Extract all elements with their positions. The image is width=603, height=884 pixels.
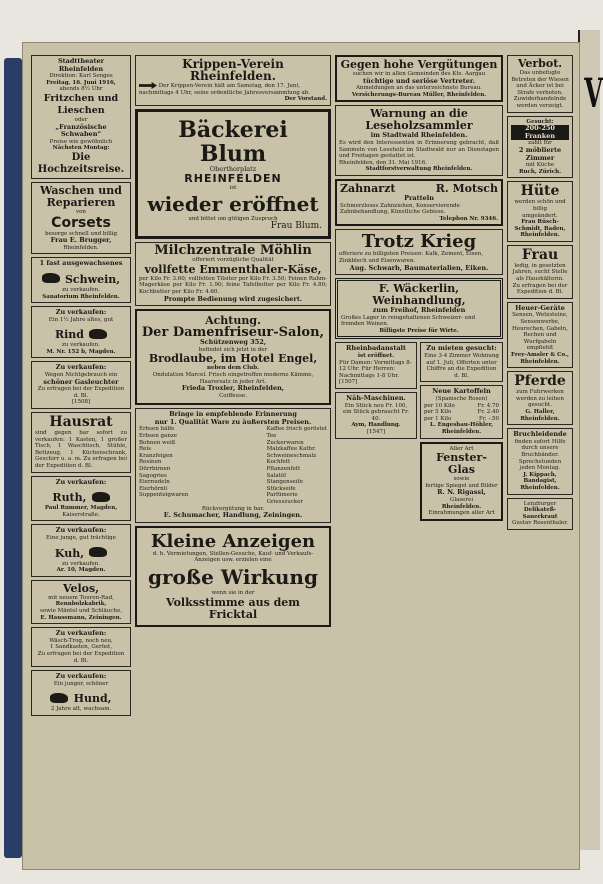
hund-l2: 2 Jahre alt, wachsam.	[50, 706, 112, 713]
ruth-big: Ruth,	[52, 491, 87, 505]
waeckerlin-heading: F. Wäckerlin, Weinhandlung,	[372, 282, 466, 308]
milch-heading: Milchzentrale Möhlin	[154, 243, 312, 259]
frau-text: ledig, in gesetzten Jahren, sucht Stelle als Haushälterin.	[512, 262, 568, 283]
ad-fenster	[420, 442, 503, 521]
baeckerei-sub: Oberthorplatz	[209, 164, 257, 173]
erinnerung-heading: Bringe in empfehlende Erinnerung	[169, 410, 297, 419]
fenster-l1: sowie	[453, 476, 470, 483]
erinnerung-item: Stückseife	[266, 485, 296, 492]
ad-wischtrog	[31, 627, 131, 667]
bruch-sign: J. Kippach, Bandagist, Rheinfelden.	[520, 471, 560, 491]
motsch-town: Pratteln	[404, 193, 434, 202]
frau-heading: Frau	[521, 246, 559, 263]
fenster-top: Aller Art	[449, 445, 474, 452]
baeckerei-heading: Bäckerei Blum	[178, 116, 288, 167]
ad-anzeigen	[135, 526, 331, 627]
anzeigen-l1: wenn sie in der	[211, 589, 255, 596]
theater-and: oder	[74, 116, 88, 123]
franken-l3: mit Küche	[525, 162, 555, 169]
geraete-sign: Frey-Amsler & Co., Rheinfelden.	[511, 352, 569, 365]
verbot-heading: Verbot.	[517, 57, 563, 70]
motsch-h1: Zahnarzt	[340, 181, 396, 195]
kartoffeln-sub: (Spanische Rosen)	[435, 396, 488, 403]
pferde-text: zum Fuhrwerken werden zu leihen gesucht.	[516, 389, 564, 409]
warnung-sub: im Stadtwald Rheinfelden.	[370, 131, 468, 140]
corsets-big: Corsets	[51, 214, 111, 231]
kuh-l1: Eine junge, gut trächtige	[46, 534, 116, 541]
theater-date: Freitag, 16. Juni 1916,	[46, 79, 116, 86]
trog-l2: 1 Sandkasten, Gerüst,	[50, 644, 112, 651]
erinnerung-item: Suppenteigwaren	[139, 492, 189, 499]
franken-sign: Ruch, Zürich.	[518, 168, 561, 175]
pig-icon	[42, 273, 60, 283]
ad-bruch	[507, 428, 573, 494]
c3-split	[335, 342, 503, 523]
gas-heading: Zu verkaufen:	[55, 363, 107, 372]
sauerkraut-heading: Delikateß-Sauerkraut	[522, 507, 558, 520]
huete-l1: werden schön und billig	[514, 199, 566, 212]
kartoffeln-prices	[424, 403, 499, 423]
ad-velos	[31, 580, 131, 624]
kartoffeln-price-cell: Fr. -.50	[479, 415, 499, 422]
ad-kartoffeln	[420, 385, 503, 438]
damen-addr: Schützenweg 352,	[199, 338, 267, 347]
erinnerung-item: Parfümerie	[266, 492, 298, 499]
corsets-l1: Waschen und	[40, 183, 122, 197]
next-page-glyph: V	[584, 70, 603, 117]
book-binding	[4, 58, 22, 858]
column-1	[31, 55, 131, 719]
hausrat-text: sind gegen bar sofort zu verkaufen: 1 Kasten, 1 großer Tisch, 1 Waschtisch, Stühle, Bettzeug, 1 Küchenschrank, Geschirr u. a. m. Zu erfragen bei der Expedition d. Bl.	[35, 430, 127, 469]
geraete-text: Sensen, Wetzsteine, Sensenwerbe, Heurechen, Gabeln, Rechen und Wurfgabeln empfiehlt	[512, 312, 568, 352]
warnung-date: Rheinfelden, den 31. Mai 1916.	[339, 159, 427, 166]
waeckerlin-h2: zum Freihof, Rheinfelden	[372, 306, 466, 315]
erinnerung-item: Salatöl	[266, 472, 286, 479]
bad-heading: Rheinbadanstalt	[345, 344, 407, 353]
kuh-big: Kuh,	[54, 546, 85, 560]
velos-l1: mit neuem Touren-Rad,	[48, 594, 114, 601]
kartoffeln-price-cell: per 10 Kilo	[424, 402, 455, 409]
gas-l1: Wegen Nichtgebrauch ein	[44, 372, 118, 379]
krippen-heading: Krippen-Verein Rheinfelden.	[182, 57, 284, 83]
hund-l1: Ein junger, schöner	[53, 680, 109, 687]
theater-time: abends 8½ Uhr	[59, 86, 103, 93]
damen-sign: Frieda Troxler, Rheinfelden,	[181, 384, 285, 393]
column-5	[507, 55, 573, 533]
motsch-h2: R. Motsch	[435, 181, 498, 195]
ad-badanstalt	[335, 342, 417, 389]
mieten-text: Eine 3-4 Zimmer Wohnung auf 1. Juli, Offerten unter Chiffre an die Expedition d. Bl.	[424, 353, 499, 379]
hausrat-heading: Hausrat	[49, 414, 113, 431]
vertreter-l1: suchen wir in allen Gemeinden des Kts. Aargau	[352, 71, 486, 77]
schwein-big: Schwein,	[64, 272, 121, 286]
erinnerung-item: Malzkaffee Kathr.	[266, 446, 316, 453]
anzeigen-big: große Wirkung	[148, 564, 318, 589]
naeh-sign: Aym, Handlung.	[351, 422, 401, 429]
next-page-edge	[578, 30, 603, 850]
ad-motsch	[335, 179, 503, 226]
vertreter-heading: Gegen hohe Vergütungen	[340, 58, 498, 71]
pferde-sign: G. Haller, Rheinfelden.	[520, 408, 560, 422]
ruth-l1: Paul Rummer, Magden,	[44, 505, 118, 512]
baeckerei-sign: Frau Blum.	[270, 220, 322, 231]
ad-schwein	[31, 257, 131, 303]
waeckerlin-foot: Billigste Preise für Wirte.	[379, 327, 459, 334]
schwein-l2: Sanatorium Rheinfelden.	[42, 293, 120, 300]
fenster-name: R. N. Rigassi,	[437, 488, 486, 497]
column-3	[335, 55, 503, 524]
bruch-text: finden sofort Hilfe durch unsere Bruchbänder. Sprechstunden jeden Montag.	[514, 438, 566, 472]
erinnerung-item: Reis	[139, 446, 151, 453]
krieg-text: offeriere zu billigsten Preisen: Kalk, Zement, Eisen, Zinkblech und Eisenwaren.	[339, 251, 484, 264]
baeckerei-town: RHEINFELDEN	[184, 172, 282, 186]
kartoffeln-sign: L. Engeshau-Höhler, Rheinfelden.	[429, 422, 494, 435]
velos-l3: sowie Mäntel und Schläuche,	[40, 607, 122, 614]
vertreter-l4: Versicherungs-Bureau Müller, Rheinfelden.	[351, 91, 487, 98]
waeckerlin-text: Großes Lager in reingehaltenen Schweizer- und fremden Weinen.	[341, 314, 476, 328]
erinnerung-item: Rosinen	[139, 459, 162, 466]
velos-heading: Velos,	[62, 581, 100, 595]
ad-hund	[31, 670, 131, 716]
erinnerung-left-list	[139, 426, 188, 505]
fenster-town: Rheinfelden.	[441, 503, 482, 510]
erinnerung-item: Kranzfeigen	[139, 452, 173, 459]
milch-l1: offeriert vorzügliche Qualität	[192, 257, 274, 264]
damen-sign2: Coiffeuse.	[219, 392, 247, 399]
ad-warnung	[335, 105, 503, 176]
horse-icon	[92, 492, 110, 502]
rind-l1: Ein 1½ Jahre altes, gut	[48, 316, 114, 323]
rind-heading: Zu verkaufen:	[55, 308, 107, 317]
kartoffeln-price-cell: per 1 Kilo	[424, 415, 452, 422]
milch-foot: Prompte Bedienung wird zugesichert.	[163, 294, 303, 303]
ad-kuh	[31, 524, 131, 576]
ad-sauerkraut	[507, 498, 573, 530]
ad-frau	[507, 245, 573, 299]
corsets-addr: Rheinfelden.	[63, 244, 99, 251]
naeh-l2: ein Stück gebraucht Fr. 40.	[343, 409, 409, 422]
motsch-tel: Telephon Nr. 9346.	[439, 215, 498, 222]
erinnerung-right-list	[267, 426, 327, 505]
ad-verbot	[507, 55, 573, 113]
hund-big: Hund,	[73, 692, 112, 706]
hund-heading: Zu verkaufen:	[55, 672, 107, 681]
milch-text: per Kilo Fr. 3.60; vollfetten Tilsiter per Kilo Fr. 3.50; Feinen Rahm-Magerkäse per Kilo Fr. 1.90; feine Tafelbutter per Kilo Fr. 4.80; Kochbutter per Kilo Fr. 4.60.	[139, 275, 327, 295]
erinnerung-item: Pflanzenfett	[266, 466, 301, 473]
erinnerung-item: Stangenseife	[266, 479, 303, 486]
baeckerei-ist: ist	[229, 185, 237, 192]
naeh-ref: [1547]	[366, 429, 386, 435]
ad-franken	[507, 116, 573, 179]
verbot-text: Das unbefugte Betreten der Wiesen und Äcker ist bei Strafe verboten. Zuwiderhandelnde werden verzeigt.	[511, 70, 569, 109]
erinnerung-sub: nur 1. Qualität Ware zu äußersten Preisen.	[154, 417, 312, 426]
erinnerung-item: Dörrbirnen	[139, 466, 171, 473]
franken-heading: 200-250 Franken	[511, 125, 569, 140]
cow-icon-2	[89, 547, 107, 557]
naeh-heading: Näh-Maschinen.	[346, 394, 406, 403]
erinnerung-item: Sagogries	[139, 472, 167, 479]
pointing-hand-icon	[139, 82, 157, 89]
ad-geraete	[507, 302, 573, 368]
anzeigen-heading: Kleine Anzeigen	[150, 530, 316, 552]
geraete-heading: Heuer-Geräte	[515, 303, 565, 312]
damen-text: Ondulation Marcel. Frisch eingetroffen moderne Kämme, Haarersatz in jeder Art.	[152, 371, 314, 385]
erinnerung-item: Eierhörnli	[139, 485, 168, 492]
huete-heading: Hüte	[520, 183, 560, 200]
ad-naehmaschinen	[335, 392, 417, 439]
warnung-sign: Stadtforstverwaltung Rheinfelden.	[365, 166, 473, 173]
warnung-heading: Warnung an die Leseholzsammler	[365, 107, 473, 133]
baeckerei-l1: und bittet um gütigen Zuspruch	[188, 215, 278, 222]
kuh-l2: zu verkaufen.	[62, 560, 100, 567]
trog-l3: Zu erfragen bei der Expedition d. Bl.	[37, 650, 125, 664]
milch-big: vollfette Emmenthaler-Käse,	[144, 262, 322, 276]
damen-l1: befindet sich jetzt in der	[198, 346, 268, 353]
corsets-l2: Reparieren	[46, 195, 116, 209]
theater-director: Direktion: Karl Senges	[49, 73, 113, 80]
frau-l1: Zu erfragen bei der Expedition d. Bl.	[512, 282, 568, 296]
anzeigen-foot: Volksstimme aus dem Fricktal	[166, 595, 300, 621]
damen-heading: Der Damenfriseur-Salon,	[141, 325, 325, 341]
corsets-name: Frau E. Brugger,	[50, 236, 112, 245]
franken-l1: zahlt für	[528, 140, 552, 147]
damen-big: Brodlaube, im Hotel Engel,	[148, 352, 318, 366]
sauerkraut-sign: Gustav Rosenthaler.	[512, 520, 568, 527]
theater-next: Nächsten Montag:	[52, 145, 110, 152]
erinnerung-item: Kochfett	[266, 459, 291, 466]
erinnerung-item: Erbsen hälfe	[139, 426, 175, 433]
ad-huete	[507, 181, 573, 242]
trog-heading: Zu verkaufen:	[55, 629, 107, 638]
ruth-heading: Zu verkaufen:	[55, 477, 107, 486]
theater-next-play: Die Hochzeitsreise.	[37, 151, 125, 175]
theater-play2: „Französische Schwaben“	[55, 122, 107, 139]
ad-damen	[135, 309, 331, 405]
fenster-l3: Glaserei	[449, 496, 474, 503]
franken-top: Gesucht:	[526, 118, 554, 125]
rind-l3: M. Nr. 152 b, Magden.	[46, 348, 116, 355]
ad-waeckerlin	[335, 278, 503, 339]
motsch-text: Schmerzloses Zahnziehen, Konservierende Zahnbehandlung, Künstliche Gebisse.	[340, 202, 460, 216]
kartoffeln-heading: Neue Kartoffeln	[432, 387, 491, 396]
ruth-l2: Kaiserstraße.	[62, 511, 100, 518]
ad-hausrat	[31, 412, 131, 473]
kartoffeln-price-cell: per 5 Kilo	[424, 409, 452, 416]
schwein-l1: zu verkaufen.	[62, 286, 100, 293]
ad-krippen	[135, 55, 331, 106]
cow-icon	[89, 329, 107, 339]
kuh-l3: Ar. 10, Magden.	[56, 567, 106, 574]
corsets-l3: von	[76, 208, 86, 215]
erinnerung-item: Tee	[266, 433, 277, 440]
ad-ruth	[31, 476, 131, 522]
bruch-heading: Bruchleidende	[513, 430, 567, 439]
erinnerung-item: Zuckerwaren	[266, 439, 304, 446]
newspaper-page	[22, 42, 580, 870]
erinnerung-item: Eiernudeln	[139, 479, 170, 486]
erinnerung-item: Bohnen weiß	[139, 439, 176, 446]
sauerkraut-top: Lenzburger	[523, 500, 557, 507]
baeckerei-big: wieder eröffnet	[147, 191, 319, 216]
bad-text: Für Damen: Vormittags 8-12 Uhr. Für Herren: Nachmittags 1-8 Uhr.	[339, 359, 412, 379]
erinnerung-sign: E. Schumacher, Handlung, Zeiningen.	[163, 511, 303, 520]
ad-rind	[31, 306, 131, 358]
damen-l2: neben dem Club.	[206, 365, 260, 372]
anzeigen-text: d. h. Vermietungen, Stellen-Gesuche, Kauf- und Verkaufs-Anzeigen usw. erzielen eine	[152, 550, 314, 564]
ad-mieten	[420, 342, 503, 382]
huete-l2: umgeändert.	[522, 212, 558, 219]
erinnerung-item: Schweineschmalz	[266, 452, 317, 459]
ad-vertreter	[335, 55, 503, 102]
ad-krieg	[335, 229, 503, 275]
c3-left-sub	[335, 342, 417, 523]
pferde-heading: Pferde	[514, 373, 566, 390]
vertreter-l2: tüchtige und seriöse Vertreter.	[363, 76, 475, 85]
kartoffeln-price-cell: Fr. 2.40	[477, 409, 499, 416]
ad-gasleuchter	[31, 361, 131, 409]
rind-big: Rind	[54, 328, 84, 342]
kartoffeln-price-row	[424, 403, 499, 410]
bad-sub: ist eröffnet.	[357, 353, 395, 360]
krieg-heading: Trotz Krieg	[361, 231, 477, 253]
corsets-l4: besorge schnell und billig	[44, 230, 117, 237]
ad-erinnerung	[135, 408, 331, 523]
ad-corsets	[31, 182, 131, 254]
erinnerung-item: Erbsen ganze	[139, 433, 178, 440]
huete-sign: Frau Rüsch-Schmidt, Baden, Rheinfelden.	[514, 219, 566, 239]
kartoffeln-price-row	[424, 409, 499, 416]
velos-l2: Rennbolzkabrik,	[55, 601, 107, 608]
bad-ref: [1507]	[339, 379, 358, 386]
ad-theater	[31, 55, 131, 179]
erinnerung-note: Rückvergütung in bar.	[201, 505, 265, 512]
vertreter-l3: Anmeldungen an das unterzeichnete Bureau.	[355, 85, 483, 92]
mieten-heading: Zu mieten gesucht:	[426, 344, 497, 353]
fenster-l2: fertige Spiegel und Bilder	[425, 482, 498, 489]
erinnerung-item: Griesszucker	[266, 499, 304, 505]
kartoffeln-price-cell: Fr. 4.70	[477, 402, 499, 409]
theater-note: Preise wie gewöhnlich	[49, 138, 113, 145]
gas-ref: [1508]	[71, 399, 91, 406]
naeh-l1: Ein Stück neu Fr. 100,	[344, 402, 408, 409]
c4-sub	[420, 342, 503, 523]
theater-title: Stadttheater Rheinfelden	[57, 57, 105, 73]
franken-l2: 2 möblierte Zimmer	[518, 145, 562, 162]
ad-pferde	[507, 371, 573, 425]
dog-icon	[50, 693, 68, 703]
velos-l4: E. Haussmann, Zeiningen.	[40, 614, 122, 621]
rind-l2: zu verkaufen.	[62, 342, 100, 349]
fenster-l4: Einrahmungen aller Art	[428, 510, 495, 517]
krieg-sign: Aug. Schwarb, Baumaterialien, Eiken.	[349, 263, 489, 272]
ad-baeckerei	[135, 109, 331, 239]
theater-play: Fritzchen und Lieschen	[43, 92, 119, 116]
column-2	[135, 55, 331, 630]
erinnerung-item: Kaffee frisch geröstet	[266, 426, 327, 433]
ad-milch	[135, 242, 331, 306]
trog-l1: Wäsch-Trog, noch neu,	[49, 637, 113, 644]
warnung-text: Es wird den Interessenten in Erinnerung gebracht, daß Sammeln von Leseholz im Stadtwald nur an Dienstagen und Freitagen gestattet ist.	[339, 139, 499, 160]
krippen-text: Der Krippen-Verein hält am Samstag, den 17. Juni, nachmittags 4 Uhr, seine ordentliche Jahresversammlung ab.	[139, 83, 311, 96]
kuh-heading: Zu verkaufen:	[55, 526, 107, 535]
gas-big: schöner Gasleuchter	[43, 377, 119, 386]
gas-l2: Zu erfragen bei der Expedition d. Bl.	[37, 386, 125, 399]
krippen-sign: Der Vorstand.	[284, 96, 327, 103]
schwein-title: 1 fast ausgewachsenes	[39, 259, 123, 268]
fenster-heading: Fenster-Glas	[436, 451, 487, 477]
damen-top: Achtung.	[205, 314, 261, 328]
